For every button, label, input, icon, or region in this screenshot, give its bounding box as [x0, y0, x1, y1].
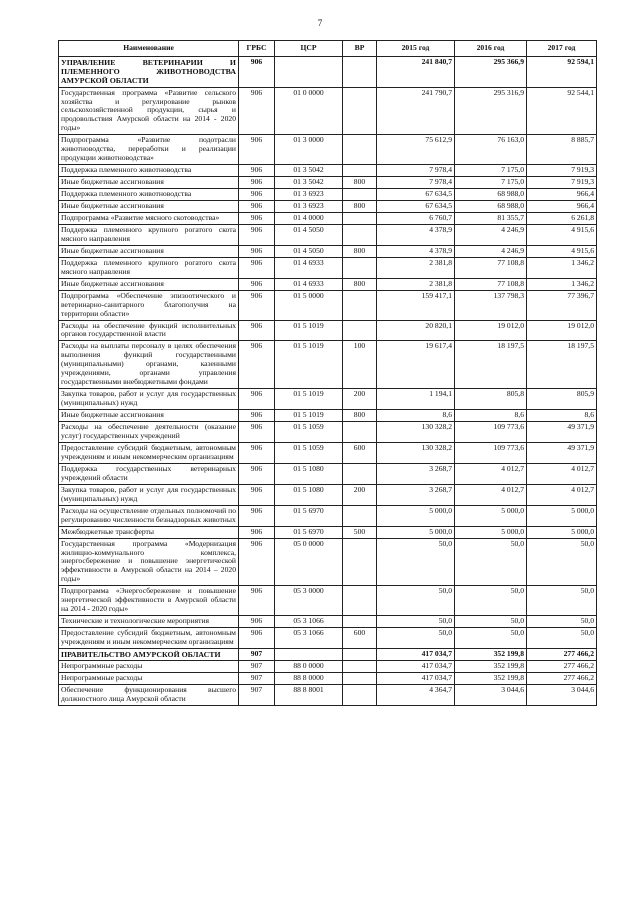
cell-y2016: 50,0 — [455, 616, 527, 628]
cell-y2017: 49 371,9 — [527, 422, 597, 443]
table-row — [59, 224, 597, 245]
cell-y2017: 4 915,6 — [527, 224, 597, 245]
cell-name: Расходы на осуществление отдельных полномочий по регулированию численности безнадзорных животных — [59, 505, 239, 526]
header-vr: ВР — [343, 41, 377, 57]
cell-y2017: 77 396,7 — [527, 290, 597, 320]
cell-csr: 88 0 0000 — [275, 661, 343, 673]
cell-y2015: 241 840,7 — [377, 57, 455, 88]
cell-y2015: 5 000,0 — [377, 505, 455, 526]
cell-grbs: 906 — [239, 290, 275, 320]
cell-y2016: 19 012,0 — [455, 320, 527, 341]
cell-grbs: 907 — [239, 661, 275, 673]
cell-vr — [343, 673, 377, 685]
cell-name: Технические и технологические мероприятия — [59, 616, 239, 628]
table-row — [59, 685, 597, 706]
cell-grbs: 906 — [239, 484, 275, 505]
cell-vr — [343, 165, 377, 177]
cell-y2015: 417 034,7 — [377, 649, 455, 661]
cell-vr — [343, 290, 377, 320]
cell-vr: 800 — [343, 201, 377, 213]
table-row — [59, 320, 597, 341]
cell-grbs: 906 — [239, 245, 275, 257]
cell-vr — [343, 685, 377, 706]
cell-grbs: 906 — [239, 463, 275, 484]
cell-name: Непрограммные расходы — [59, 673, 239, 685]
cell-vr — [343, 649, 377, 661]
table-row — [59, 616, 597, 628]
cell-y2016: 50,0 — [455, 628, 527, 649]
header-csr: ЦСР — [275, 41, 343, 57]
cell-y2016: 805,8 — [455, 389, 527, 410]
cell-y2016: 8,6 — [455, 410, 527, 422]
cell-csr: 05 3 1066 — [275, 628, 343, 649]
table-row — [59, 628, 597, 649]
cell-name: Подпрограмма «Развитие мясного скотоводства» — [59, 213, 239, 225]
cell-grbs: 906 — [239, 177, 275, 189]
cell-y2017: 18 197,5 — [527, 341, 597, 389]
cell-grbs: 906 — [239, 224, 275, 245]
cell-y2015: 417 034,7 — [377, 673, 455, 685]
cell-y2017: 8,6 — [527, 410, 597, 422]
cell-y2015: 5 000,0 — [377, 526, 455, 538]
cell-y2016: 50,0 — [455, 586, 527, 616]
cell-grbs: 907 — [239, 649, 275, 661]
cell-name: Государственная программа «Развитие сельского хозяйства и регулирование рынков сельскохозяйственной продукции, сырья и продовольствия Амурской области на 2014 - 2020 годы» — [59, 87, 239, 135]
cell-y2015: 417 034,7 — [377, 661, 455, 673]
cell-y2016: 4 246,9 — [455, 224, 527, 245]
cell-name: УПРАВЛЕНИЕ ВЕТЕРИНАРИИ И ПЛЕМЕННОГО ЖИВОТНОВОДСТВА АМУРСКОЙ ОБЛАСТИ — [59, 57, 239, 88]
cell-y2015: 4 364,7 — [377, 685, 455, 706]
cell-y2017: 3 044,6 — [527, 685, 597, 706]
cell-name: Поддержка племенного крупного рогатого скота мясного направления — [59, 224, 239, 245]
cell-csr: 01 4 5050 — [275, 245, 343, 257]
cell-y2016: 77 108,8 — [455, 257, 527, 278]
cell-vr — [343, 87, 377, 135]
cell-name: Предоставление субсидий бюджетным, автономным учреждениям и иным некоммерческим организациям — [59, 442, 239, 463]
cell-csr: 01 5 0000 — [275, 290, 343, 320]
cell-name: Подпрограмма «Энергосбережение и повышение энергетической эффективности в Амурской области на 2014 - 2020 годы» — [59, 586, 239, 616]
cell-y2016: 68 988,0 — [455, 189, 527, 201]
cell-csr: 01 5 6970 — [275, 505, 343, 526]
cell-y2015: 3 268,7 — [377, 463, 455, 484]
cell-y2017: 50,0 — [527, 538, 597, 586]
cell-y2015: 2 381,8 — [377, 278, 455, 290]
cell-y2016: 76 163,0 — [455, 135, 527, 165]
cell-y2016: 295 366,9 — [455, 57, 527, 88]
cell-y2015: 7 978,4 — [377, 165, 455, 177]
cell-grbs: 906 — [239, 538, 275, 586]
cell-grbs: 906 — [239, 278, 275, 290]
cell-y2015: 8,6 — [377, 410, 455, 422]
cell-y2015: 20 820,1 — [377, 320, 455, 341]
cell-name: Закупка товаров, работ и услуг для государственных (муниципальных) нужд — [59, 389, 239, 410]
cell-y2016: 295 316,9 — [455, 87, 527, 135]
cell-name: Иные бюджетные ассигнования — [59, 278, 239, 290]
table-row — [59, 442, 597, 463]
cell-y2015: 50,0 — [377, 538, 455, 586]
cell-name: Поддержка племенного крупного рогатого скота мясного направления — [59, 257, 239, 278]
cell-vr: 800 — [343, 177, 377, 189]
cell-vr: 800 — [343, 410, 377, 422]
cell-vr — [343, 257, 377, 278]
cell-csr: 01 5 1059 — [275, 422, 343, 443]
cell-grbs: 906 — [239, 442, 275, 463]
cell-y2017: 50,0 — [527, 628, 597, 649]
cell-y2016: 18 197,5 — [455, 341, 527, 389]
table-row — [59, 165, 597, 177]
cell-csr — [275, 57, 343, 88]
cell-y2015: 3 268,7 — [377, 484, 455, 505]
cell-vr: 800 — [343, 278, 377, 290]
cell-y2015: 50,0 — [377, 616, 455, 628]
cell-vr — [343, 189, 377, 201]
table-row — [59, 201, 597, 213]
cell-y2016: 137 798,3 — [455, 290, 527, 320]
table-row — [59, 57, 597, 88]
cell-vr — [343, 224, 377, 245]
cell-vr — [343, 422, 377, 443]
cell-vr — [343, 538, 377, 586]
table-row — [59, 389, 597, 410]
cell-vr — [343, 320, 377, 341]
cell-csr: 01 4 0000 — [275, 213, 343, 225]
cell-vr: 500 — [343, 526, 377, 538]
cell-y2015: 241 790,7 — [377, 87, 455, 135]
cell-grbs: 906 — [239, 165, 275, 177]
cell-csr: 01 5 1019 — [275, 389, 343, 410]
cell-name: Закупка товаров, работ и услуг для государственных (муниципальных) нужд — [59, 484, 239, 505]
cell-name: Иные бюджетные ассигнования — [59, 245, 239, 257]
cell-y2017: 6 261,8 — [527, 213, 597, 225]
cell-csr: 01 3 5042 — [275, 165, 343, 177]
cell-y2015: 1 194,1 — [377, 389, 455, 410]
table-row — [59, 341, 597, 389]
cell-y2017: 19 012,0 — [527, 320, 597, 341]
cell-y2016: 352 199,8 — [455, 673, 527, 685]
cell-y2016: 77 108,8 — [455, 278, 527, 290]
cell-name: Иные бюджетные ассигнования — [59, 410, 239, 422]
table-row — [59, 410, 597, 422]
cell-vr: 800 — [343, 245, 377, 257]
table-row — [59, 87, 597, 135]
cell-y2016: 7 175,0 — [455, 177, 527, 189]
cell-csr: 01 4 6933 — [275, 278, 343, 290]
cell-y2016: 3 044,6 — [455, 685, 527, 706]
table-row — [59, 526, 597, 538]
cell-name: Межбюджетные трансферты — [59, 526, 239, 538]
cell-csr: 01 3 5042 — [275, 177, 343, 189]
cell-y2017: 49 371,9 — [527, 442, 597, 463]
table-row — [59, 189, 597, 201]
cell-vr — [343, 135, 377, 165]
cell-y2016: 50,0 — [455, 538, 527, 586]
table-row — [59, 463, 597, 484]
table-row — [59, 586, 597, 616]
cell-grbs: 906 — [239, 57, 275, 88]
header-name: Наименование — [59, 41, 239, 57]
cell-y2017: 966,4 — [527, 201, 597, 213]
table-row — [59, 649, 597, 661]
cell-y2017: 4 012,7 — [527, 484, 597, 505]
cell-grbs: 906 — [239, 213, 275, 225]
cell-y2015: 19 617,4 — [377, 341, 455, 389]
header-2017: 2017 год — [527, 41, 597, 57]
header-2015: 2015 год — [377, 41, 455, 57]
cell-y2017: 5 000,0 — [527, 505, 597, 526]
cell-y2015: 159 417,1 — [377, 290, 455, 320]
cell-vr: 600 — [343, 442, 377, 463]
cell-grbs: 906 — [239, 505, 275, 526]
cell-y2017: 1 346,2 — [527, 257, 597, 278]
cell-vr — [343, 505, 377, 526]
cell-csr: 01 3 0000 — [275, 135, 343, 165]
cell-grbs: 906 — [239, 628, 275, 649]
cell-y2017: 966,4 — [527, 189, 597, 201]
cell-csr: 01 5 6970 — [275, 526, 343, 538]
cell-y2015: 6 760,7 — [377, 213, 455, 225]
table-row — [59, 135, 597, 165]
cell-y2016: 5 000,0 — [455, 505, 527, 526]
cell-y2017: 50,0 — [527, 586, 597, 616]
cell-y2016: 7 175,0 — [455, 165, 527, 177]
cell-csr: 01 0 0000 — [275, 87, 343, 135]
table-row — [59, 673, 597, 685]
cell-y2016: 68 988,0 — [455, 201, 527, 213]
cell-name: Иные бюджетные ассигнования — [59, 177, 239, 189]
cell-name: Расходы на обеспечение функций исполнительных органов государственной власти — [59, 320, 239, 341]
table-row — [59, 213, 597, 225]
cell-grbs: 906 — [239, 586, 275, 616]
cell-y2017: 50,0 — [527, 616, 597, 628]
table-row — [59, 257, 597, 278]
cell-grbs: 906 — [239, 87, 275, 135]
table-row — [59, 661, 597, 673]
cell-vr — [343, 463, 377, 484]
table-row — [59, 177, 597, 189]
cell-grbs: 906 — [239, 410, 275, 422]
cell-name: Предоставление субсидий бюджетным, автономным учреждениям и иным некоммерческим организациям — [59, 628, 239, 649]
cell-vr — [343, 586, 377, 616]
cell-grbs: 906 — [239, 616, 275, 628]
cell-name: ПРАВИТЕЛЬСТВО АМУРСКОЙ ОБЛАСТИ — [59, 649, 239, 661]
cell-name: Расходы на выплаты персоналу в целях обеспечения выполнения функций государственными (муниципальными) органами, казенными учреждениями, органами управления государственными внебюджетными фондами — [59, 341, 239, 389]
cell-y2016: 4 246,9 — [455, 245, 527, 257]
cell-y2015: 67 634,5 — [377, 189, 455, 201]
table-row — [59, 484, 597, 505]
cell-grbs: 906 — [239, 135, 275, 165]
cell-grbs: 906 — [239, 257, 275, 278]
cell-name: Подпрограмма «Обеспечение эпизоотического и ветеринарно-санитарного благополучия на территории области» — [59, 290, 239, 320]
cell-name: Поддержка племенного животноводства — [59, 189, 239, 201]
cell-y2017: 7 919,3 — [527, 165, 597, 177]
cell-vr: 200 — [343, 389, 377, 410]
cell-y2016: 4 012,7 — [455, 463, 527, 484]
cell-csr — [275, 649, 343, 661]
cell-y2017: 4 915,6 — [527, 245, 597, 257]
cell-y2016: 109 773,6 — [455, 442, 527, 463]
cell-y2017: 277 466,2 — [527, 661, 597, 673]
cell-y2017: 277 466,2 — [527, 649, 597, 661]
cell-csr: 01 4 5050 — [275, 224, 343, 245]
cell-y2017: 92 594,1 — [527, 57, 597, 88]
cell-y2016: 5 000,0 — [455, 526, 527, 538]
cell-y2016: 109 773,6 — [455, 422, 527, 443]
cell-csr: 01 5 1019 — [275, 341, 343, 389]
cell-grbs: 906 — [239, 189, 275, 201]
cell-name: Непрограммные расходы — [59, 661, 239, 673]
header-grbs: ГРБС — [239, 41, 275, 57]
table-row — [59, 538, 597, 586]
cell-grbs: 906 — [239, 201, 275, 213]
cell-y2015: 67 634,5 — [377, 201, 455, 213]
cell-y2015: 7 978,4 — [377, 177, 455, 189]
cell-grbs: 906 — [239, 526, 275, 538]
cell-vr: 100 — [343, 341, 377, 389]
cell-vr — [343, 616, 377, 628]
cell-vr: 200 — [343, 484, 377, 505]
cell-csr: 05 3 0000 — [275, 586, 343, 616]
cell-csr: 05 3 1066 — [275, 616, 343, 628]
cell-csr: 01 5 1019 — [275, 320, 343, 341]
cell-y2017: 277 466,2 — [527, 673, 597, 685]
cell-grbs: 906 — [239, 341, 275, 389]
cell-vr — [343, 57, 377, 88]
cell-y2017: 7 919,3 — [527, 177, 597, 189]
cell-name: Поддержка государственных ветеринарных учреждений области — [59, 463, 239, 484]
table-header-row — [59, 41, 597, 57]
cell-csr: 88 8 8001 — [275, 685, 343, 706]
cell-y2015: 130 328,2 — [377, 442, 455, 463]
cell-y2016: 352 199,8 — [455, 661, 527, 673]
cell-csr: 05 0 0000 — [275, 538, 343, 586]
cell-y2017: 4 012,7 — [527, 463, 597, 484]
cell-csr: 01 4 6933 — [275, 257, 343, 278]
budget-table — [58, 40, 597, 706]
cell-vr — [343, 213, 377, 225]
cell-y2017: 1 346,2 — [527, 278, 597, 290]
cell-csr: 01 5 1080 — [275, 484, 343, 505]
cell-csr: 01 3 6923 — [275, 189, 343, 201]
cell-y2017: 92 544,1 — [527, 87, 597, 135]
cell-csr: 01 5 1059 — [275, 442, 343, 463]
cell-csr: 88 8 0000 — [275, 673, 343, 685]
cell-csr: 01 5 1080 — [275, 463, 343, 484]
cell-y2015: 75 612,9 — [377, 135, 455, 165]
table-row — [59, 505, 597, 526]
cell-y2015: 130 328,2 — [377, 422, 455, 443]
cell-name: Поддержка племенного животноводства — [59, 165, 239, 177]
table-row — [59, 245, 597, 257]
cell-vr: 600 — [343, 628, 377, 649]
cell-name: Расходы на обеспечение деятельности (оказание услуг) государственных учреждений — [59, 422, 239, 443]
cell-y2015: 4 378,9 — [377, 224, 455, 245]
table-row — [59, 290, 597, 320]
cell-name: Иные бюджетные ассигнования — [59, 201, 239, 213]
cell-y2017: 805,9 — [527, 389, 597, 410]
header-2016: 2016 год — [455, 41, 527, 57]
page-number: 7 — [317, 18, 323, 28]
cell-grbs: 906 — [239, 422, 275, 443]
cell-vr — [343, 661, 377, 673]
cell-y2015: 2 381,8 — [377, 257, 455, 278]
table-row — [59, 278, 597, 290]
cell-y2016: 352 199,8 — [455, 649, 527, 661]
cell-y2017: 8 885,7 — [527, 135, 597, 165]
cell-name: Подпрограмма «Развитие подотрасли животноводства, переработки и реализации продукции животноводства» — [59, 135, 239, 165]
cell-y2016: 4 012,7 — [455, 484, 527, 505]
cell-name: Государственная программа «Модернизация жилищно-коммунального комплекса, энергосбережение и повышение энергетической эффективности в Амурской области на 2014 – 2020 годы» — [59, 538, 239, 586]
cell-y2017: 5 000,0 — [527, 526, 597, 538]
cell-grbs: 907 — [239, 685, 275, 706]
cell-y2015: 50,0 — [377, 586, 455, 616]
cell-grbs: 906 — [239, 320, 275, 341]
cell-y2016: 81 355,7 — [455, 213, 527, 225]
table-row — [59, 422, 597, 443]
cell-y2015: 4 378,9 — [377, 245, 455, 257]
table-body — [59, 57, 597, 706]
cell-grbs: 906 — [239, 389, 275, 410]
cell-name: Обеспечение функционирования высшего должностного лица Амурской области — [59, 685, 239, 706]
cell-y2015: 50,0 — [377, 628, 455, 649]
cell-grbs: 907 — [239, 673, 275, 685]
cell-csr: 01 3 6923 — [275, 201, 343, 213]
cell-csr: 01 5 1019 — [275, 410, 343, 422]
